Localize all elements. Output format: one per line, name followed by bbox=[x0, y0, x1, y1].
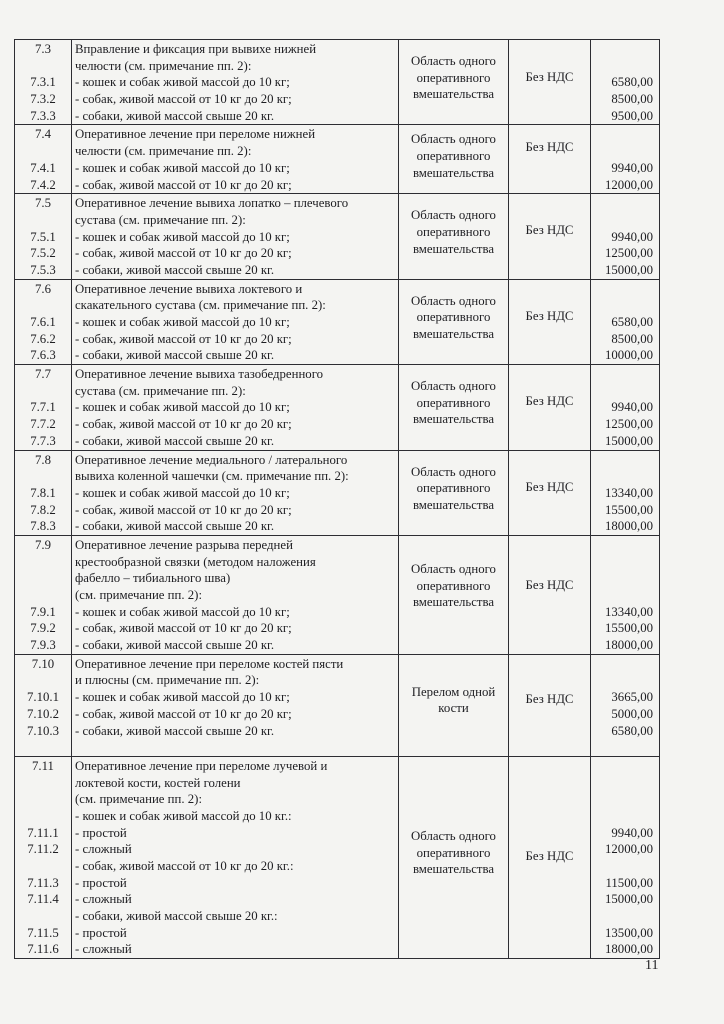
price-value: 6580,00 bbox=[611, 315, 653, 329]
description-line: - собаки, живой массой свыше 20 кг. bbox=[75, 433, 275, 448]
description-line: - собак, живой массой от 10 кг до 20 кг.: bbox=[75, 859, 294, 873]
unit-line: оперативного bbox=[416, 481, 491, 496]
price-value bbox=[591, 554, 653, 571]
vat-label: Без НДС bbox=[525, 308, 574, 323]
table-row bbox=[15, 125, 660, 194]
price-value: 3665,00 bbox=[611, 690, 653, 705]
description-line: - собаки, живой массой свыше 20 кг. bbox=[75, 519, 275, 534]
price-value bbox=[591, 587, 653, 604]
item-code: 7.4.2 bbox=[30, 177, 56, 192]
price-value bbox=[591, 281, 653, 298]
price-value bbox=[591, 908, 653, 925]
description-line: Оперативное лечение вывиха лопатко – плечевого bbox=[75, 196, 349, 211]
item-code: 7.10.2 bbox=[27, 706, 59, 721]
unit-cell bbox=[399, 756, 509, 958]
description-line: челюсти (см. примечание пп. 2): bbox=[75, 58, 252, 73]
description-line: сустава (см. примечание пп. 2): bbox=[75, 383, 246, 398]
item-description-cell bbox=[72, 654, 399, 756]
item-description-cell bbox=[72, 40, 399, 125]
description-line: локтевой кости, костей голени bbox=[75, 775, 241, 790]
price-value: 12000,00 bbox=[605, 177, 653, 192]
price-value: 18000,00 bbox=[605, 519, 653, 534]
price-value bbox=[591, 383, 653, 400]
item-code bbox=[15, 468, 71, 485]
unit-cell bbox=[399, 535, 509, 654]
description-line: - кошек и собак живой массой до 10 кг; bbox=[75, 690, 290, 705]
unit-line: оперативного bbox=[416, 845, 491, 860]
price-value bbox=[591, 858, 653, 875]
price-value: 9940,00 bbox=[611, 160, 653, 175]
price-value: 12500,00 bbox=[605, 246, 653, 261]
unit-cell bbox=[399, 125, 509, 194]
item-code: 7.6 bbox=[35, 281, 51, 296]
description-line: - кошек и собак живой массой до 10 кг; bbox=[75, 315, 290, 329]
item-code: 7.5 bbox=[35, 196, 51, 211]
vat-cell bbox=[509, 194, 591, 279]
unit-line: вмешательства bbox=[412, 497, 495, 512]
table-row bbox=[15, 194, 660, 279]
vat-label: Без НДС bbox=[525, 577, 574, 592]
unit-cell bbox=[399, 279, 509, 364]
price-value bbox=[591, 775, 653, 792]
unit-line: Область одного bbox=[411, 132, 496, 147]
unit-line: вмешательства bbox=[412, 595, 495, 610]
price-value bbox=[591, 758, 653, 775]
table-row bbox=[15, 450, 660, 535]
price-value bbox=[591, 570, 653, 587]
item-code bbox=[15, 739, 71, 756]
price-value bbox=[591, 537, 653, 554]
price-value: 13340,00 bbox=[605, 485, 653, 500]
table-row bbox=[15, 365, 660, 450]
price-value: 6580,00 bbox=[611, 723, 653, 738]
description-line: - кошек и собак живой массой до 10 кг; bbox=[75, 400, 290, 415]
item-description-cell bbox=[72, 756, 399, 958]
description-line: Оперативное лечение разрыва передней bbox=[75, 537, 293, 552]
unit-cell bbox=[399, 654, 509, 756]
item-code: 7.11.5 bbox=[27, 925, 59, 940]
unit-line: Перелом одной bbox=[411, 684, 496, 699]
description-line bbox=[75, 739, 398, 756]
unit-line: вмешательства bbox=[412, 862, 495, 877]
item-code bbox=[15, 908, 71, 925]
item-code: 7.3.2 bbox=[30, 92, 56, 107]
price-cell bbox=[591, 279, 660, 364]
unit-line: оперативного bbox=[416, 224, 491, 239]
vat-cell bbox=[509, 654, 591, 756]
item-description-cell bbox=[72, 194, 399, 279]
price-value bbox=[591, 808, 653, 825]
description-line: (см. примечание пп. 2): bbox=[75, 588, 202, 602]
description-line: - простой bbox=[75, 925, 127, 940]
item-description-cell bbox=[72, 279, 399, 364]
price-cell bbox=[591, 194, 660, 279]
description-line: сустава (см. примечание пп. 2): bbox=[75, 212, 246, 227]
vat-label: Без НДС bbox=[525, 70, 574, 84]
item-description-cell bbox=[72, 535, 399, 654]
price-cell bbox=[591, 535, 660, 654]
item-code: 7.11.3 bbox=[27, 875, 59, 890]
item-code bbox=[15, 808, 71, 825]
price-value: 9500,00 bbox=[611, 108, 653, 123]
description-line: - сложный bbox=[75, 842, 132, 857]
item-code-cell bbox=[15, 450, 72, 535]
item-code: 7.10.1 bbox=[27, 690, 59, 705]
item-code: 7.11.6 bbox=[27, 942, 59, 957]
item-code: 7.7.2 bbox=[30, 417, 56, 432]
price-value bbox=[591, 739, 653, 756]
price-value bbox=[591, 672, 653, 689]
unit-cell bbox=[399, 40, 509, 125]
description-line: - кошек и собак живой массой до 10 кг; bbox=[75, 75, 290, 90]
item-code bbox=[15, 143, 71, 160]
price-cell bbox=[591, 365, 660, 450]
item-code: 7.9.3 bbox=[30, 638, 56, 653]
item-code: 7.5.3 bbox=[30, 262, 56, 277]
description-line: - собак, живой массой от 10 кг до 20 кг; bbox=[75, 417, 292, 432]
item-code: 7.11.4 bbox=[27, 892, 59, 907]
vat-cell bbox=[509, 535, 591, 654]
item-code: 7.8.2 bbox=[30, 502, 56, 517]
item-code: 7.11.2 bbox=[27, 842, 59, 857]
item-code: 7.6.3 bbox=[30, 348, 56, 363]
description-line: Оперативное лечение при переломе нижней bbox=[75, 127, 316, 142]
item-code: 7.3 bbox=[35, 42, 51, 56]
item-code-cell bbox=[15, 535, 72, 654]
vat-label: Без НДС bbox=[525, 691, 574, 706]
unit-line: оперативного bbox=[416, 395, 491, 410]
description-line: Оперативное лечение вывиха локтевого и bbox=[75, 281, 303, 296]
item-code: 7.6.2 bbox=[30, 331, 56, 346]
price-value bbox=[591, 468, 653, 485]
price-value bbox=[591, 143, 653, 160]
item-code: 7.8 bbox=[35, 452, 51, 467]
description-line: Оперативное лечение при переломе костей пясти bbox=[75, 656, 344, 671]
unit-line: вмешательства bbox=[412, 412, 495, 427]
unit-line: вмешательства bbox=[412, 87, 495, 102]
item-code-cell bbox=[15, 279, 72, 364]
unit-cell bbox=[399, 450, 509, 535]
unit-line: Область одного bbox=[411, 464, 496, 479]
item-code bbox=[15, 775, 71, 792]
description-line: - собаки, живой массой свыше 20 кг.: bbox=[75, 909, 278, 924]
description-line: - собак, живой массой от 10 кг до 20 кг; bbox=[75, 621, 292, 636]
price-value bbox=[591, 452, 653, 469]
vat-label: Без НДС bbox=[525, 394, 574, 409]
price-value: 5000,00 bbox=[611, 706, 653, 721]
item-code-cell bbox=[15, 756, 72, 958]
price-value: 8500,00 bbox=[611, 92, 653, 107]
table-row bbox=[15, 756, 660, 958]
vat-label: Без НДС bbox=[525, 479, 574, 494]
description-line: - кошек и собак живой массой до 10 кг; bbox=[75, 229, 290, 244]
price-value: 18000,00 bbox=[605, 638, 653, 653]
unit-line: Область одного bbox=[411, 208, 496, 223]
item-code-cell bbox=[15, 125, 72, 194]
unit-line: оперативного bbox=[416, 149, 491, 164]
item-description-cell bbox=[72, 450, 399, 535]
item-code bbox=[15, 858, 71, 875]
item-code bbox=[15, 791, 71, 808]
description-line: и плюсны (см. примечание пп. 2): bbox=[75, 673, 260, 688]
page-number: 11 bbox=[645, 958, 659, 973]
price-value bbox=[591, 791, 653, 808]
item-code: 7.5.1 bbox=[30, 229, 56, 244]
unit-line: Область одного bbox=[411, 54, 496, 68]
item-code: 7.6.1 bbox=[30, 315, 56, 329]
table-row bbox=[15, 279, 660, 364]
vat-label: Без НДС bbox=[525, 848, 574, 863]
price-value bbox=[591, 58, 653, 75]
item-code: 7.10 bbox=[31, 656, 55, 671]
price-value bbox=[591, 212, 653, 229]
description-line: - простой bbox=[75, 825, 127, 840]
price-value: 15500,00 bbox=[605, 502, 653, 517]
item-code: 7.3.3 bbox=[30, 108, 56, 123]
unit-line: оперативного bbox=[416, 70, 491, 85]
vat-label: Без НДС bbox=[525, 223, 574, 238]
description-line: - собаки, живой массой свыше 20 кг. bbox=[75, 262, 275, 277]
description-line: - кошек и собак живой массой до 10 кг; bbox=[75, 160, 290, 175]
item-code: 7.7.3 bbox=[30, 433, 56, 448]
price-value: 13500,00 bbox=[605, 925, 653, 940]
unit-line: оперативного bbox=[416, 578, 491, 593]
description-line: Вправление и фиксация при вывихе нижней bbox=[75, 42, 317, 56]
price-value: 15500,00 bbox=[605, 621, 653, 636]
price-value bbox=[591, 656, 653, 673]
unit-line: вмешательства bbox=[412, 165, 495, 180]
price-cell bbox=[591, 756, 660, 958]
description-line: - собак, живой массой от 10 кг до 20 кг; bbox=[75, 706, 292, 721]
table-row bbox=[15, 654, 660, 756]
item-code bbox=[15, 672, 71, 689]
description-line: крестообразной связки (методом наложения bbox=[75, 554, 316, 569]
item-code: 7.4.1 bbox=[30, 160, 56, 175]
price-value bbox=[591, 366, 653, 383]
price-value: 15000,00 bbox=[605, 433, 653, 448]
description-line: челюсти (см. примечание пп. 2): bbox=[75, 144, 252, 159]
price-value: 12500,00 bbox=[605, 417, 653, 432]
item-code bbox=[15, 587, 71, 604]
vat-cell bbox=[509, 125, 591, 194]
item-code: 7.11 bbox=[32, 758, 54, 773]
price-value: 9940,00 bbox=[611, 825, 653, 840]
item-code: 7.3.1 bbox=[30, 75, 56, 90]
vat-cell bbox=[509, 756, 591, 958]
price-value: 15000,00 bbox=[605, 262, 653, 277]
description-line: - собак, живой массой от 10 кг до 20 кг; bbox=[75, 246, 292, 261]
vat-cell bbox=[509, 279, 591, 364]
unit-line: Область одного bbox=[411, 828, 496, 843]
description-line: - простой bbox=[75, 875, 127, 890]
price-value: 11500,00 bbox=[605, 875, 653, 890]
description-line: - собак, живой массой от 10 кг до 20 кг; bbox=[75, 177, 292, 192]
description-line: - собаки, живой массой свыше 20 кг. bbox=[75, 638, 275, 653]
item-code: 7.5.2 bbox=[30, 246, 56, 261]
description-line: - сложный bbox=[75, 892, 132, 907]
item-description-cell bbox=[72, 365, 399, 450]
vat-cell bbox=[509, 450, 591, 535]
description-line: Оперативное лечение при переломе лучевой и bbox=[75, 758, 328, 773]
item-code: 7.8.1 bbox=[30, 485, 56, 500]
unit-line: Область одного bbox=[411, 379, 496, 394]
item-code-cell bbox=[15, 40, 72, 125]
description-line: - собак, живой массой от 10 кг до 20 кг; bbox=[75, 502, 292, 517]
table-row bbox=[15, 40, 660, 125]
price-value: 9940,00 bbox=[611, 229, 653, 244]
item-description-cell bbox=[72, 125, 399, 194]
item-code: 7.9.1 bbox=[30, 604, 56, 619]
description-line: - сложный bbox=[75, 942, 132, 957]
price-value: 12000,00 bbox=[605, 842, 653, 857]
unit-line: вмешательства bbox=[412, 241, 495, 256]
item-code bbox=[15, 212, 71, 229]
description-line: скакательного сустава (см. примечание пп. 2): bbox=[75, 298, 326, 313]
item-code: 7.7.1 bbox=[30, 400, 56, 415]
description-line: вывиха коленной чашечки (см. примечание пп. 2): bbox=[75, 469, 349, 484]
price-cell bbox=[591, 654, 660, 756]
price-value bbox=[591, 41, 653, 58]
unit-line: кости bbox=[438, 701, 469, 716]
vat-label: Без НДС bbox=[525, 140, 574, 155]
price-value: 10000,00 bbox=[605, 348, 653, 363]
price-cell bbox=[591, 450, 660, 535]
item-code bbox=[15, 58, 71, 75]
item-code: 7.11.1 bbox=[27, 825, 59, 840]
unit-line: оперативного bbox=[416, 310, 491, 325]
description-line: - собаки, живой массой свыше 20 кг. bbox=[75, 108, 275, 123]
vat-cell bbox=[509, 365, 591, 450]
item-code bbox=[15, 570, 71, 587]
description-line: - кошек и собак живой массой до 10 кг; bbox=[75, 604, 290, 619]
price-value: 9940,00 bbox=[611, 400, 653, 415]
price-cell bbox=[591, 40, 660, 125]
item-code: 7.10.3 bbox=[27, 723, 59, 738]
price-value bbox=[591, 195, 653, 212]
description-line: - собак, живой массой от 10 кг до 20 кг; bbox=[75, 92, 292, 107]
unit-cell bbox=[399, 365, 509, 450]
description-line: - собаки, живой массой свыше 20 кг. bbox=[75, 348, 275, 363]
item-code: 7.8.3 bbox=[30, 519, 56, 534]
unit-line: Область одного bbox=[411, 293, 496, 308]
price-value: 18000,00 bbox=[605, 942, 653, 957]
item-code-cell bbox=[15, 365, 72, 450]
description-line: (см. примечание пп. 2): bbox=[75, 792, 202, 807]
item-code bbox=[15, 297, 71, 314]
price-value: 6580,00 bbox=[611, 75, 653, 90]
item-code-cell bbox=[15, 654, 72, 756]
item-code-cell bbox=[15, 194, 72, 279]
unit-cell bbox=[399, 194, 509, 279]
price-value: 8500,00 bbox=[611, 331, 653, 346]
item-code bbox=[15, 554, 71, 571]
description-line: Оперативное лечение медиального / латерального bbox=[75, 452, 348, 467]
description-line: - кошек и собак живой массой до 10 кг; bbox=[75, 485, 290, 500]
price-cell bbox=[591, 125, 660, 194]
table-row bbox=[15, 535, 660, 654]
price-value bbox=[591, 297, 653, 314]
unit-line: Область одного bbox=[411, 561, 496, 576]
price-value bbox=[591, 126, 653, 143]
price-value: 15000,00 bbox=[605, 892, 653, 907]
price-table bbox=[14, 39, 660, 959]
item-code bbox=[15, 383, 71, 400]
item-code: 7.4 bbox=[35, 127, 51, 142]
description-line: Оперативное лечение вывиха тазобедренного bbox=[75, 367, 324, 382]
description-line: фабелло – тибиального шва) bbox=[75, 571, 231, 586]
unit-line: вмешательства bbox=[412, 327, 495, 341]
vat-cell bbox=[509, 40, 591, 125]
item-code: 7.9.2 bbox=[30, 621, 56, 636]
item-code: 7.7 bbox=[35, 367, 51, 382]
description-line: - кошек и собак живой массой до 10 кг.: bbox=[75, 808, 292, 823]
description-line: - собаки, живой массой свыше 20 кг. bbox=[75, 723, 275, 738]
item-code: 7.9 bbox=[35, 537, 51, 552]
price-value: 13340,00 bbox=[605, 604, 653, 619]
description-line: - собак, живой массой от 10 кг до 20 кг; bbox=[75, 331, 292, 346]
